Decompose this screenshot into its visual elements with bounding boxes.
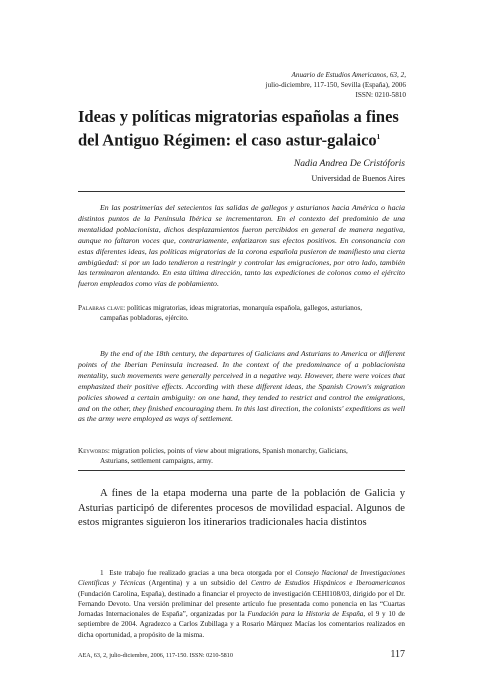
abstract-english: [78, 349, 405, 425]
abstract-english-text: By the end of the 18th century, the departures of Galicians and Asturians to America or different points of the Iberian Peninsula increased. In the context of the predominance of a poblacionista mentality, such movements were generally perceived in a negative way. However, there were voices that emphasized their positive effects. According with these different ideas, the Spanish Crown's migration policies showed a certain ambiguity: on one hand, they tended to restrict and control the emigrations, and on the other, they finished encouraging them. In this last direction, the colonists' expeditions as well as the army were employed as ways of settlement.: [78, 349, 405, 424]
journal-name-line: Anuario de Estudios Americanos, 63, 2,: [291, 71, 406, 79]
footnote: [78, 568, 405, 640]
footnote-text-4: , el 9 y 10 de septiembre de 2004. Agradezco a Carlos Zubillaga y a Rosario Márquez Macías los comentarios realizados en dicha oportunidad, a propósito de la misma.: [78, 610, 405, 639]
journal-issn-line: ISSN: 0210-5810: [355, 91, 406, 99]
footnote-text-1: Este trabajo fue realizado gracias a una beca otorgada por el: [109, 569, 296, 577]
journal-header: [146, 70, 406, 100]
footnote-institution-conicet: Consejo Nacional de Investigaciones Científicas y Técnicas: [78, 569, 406, 588]
abstract-divider: [78, 470, 405, 471]
author-affiliation: Universidad de Buenos Aires: [311, 174, 405, 183]
article-title-text: Ideas y políticas migratorias españolas a fines del Antiguo Régimen: el caso astur-galaico: [78, 107, 399, 150]
keywords-spanish-continuation: campañas pobladoras, ejército.: [100, 313, 189, 322]
abstract-spanish: [78, 203, 405, 290]
keywords-spanish-label: Palabras clave:: [78, 304, 126, 312]
page-number: 117: [390, 649, 405, 660]
keywords-spanish-text: políticas migratorias, ideas migratorias, monarquía española, gallegos, asturianos,: [126, 304, 363, 312]
keywords-english-label: Keywords:: [78, 447, 110, 455]
footnote-text-2: (Argentina) y a un subsidio del: [145, 579, 252, 588]
footnote-text-3: (Fundación Carolina, España), destinado a financiar el proyecto de investigación CEHI108/03, dirigido por el Dr. Fernando Devoto. Una versión preliminar del presente artículo fue presentada como ponencia en las “Cuartas Jornadas Internacionales de España”, organizadas por la: [78, 589, 405, 619]
footnote-number: 1: [100, 569, 104, 577]
keywords-english-continuation: Asturians, settlement campaigns, army.: [100, 456, 213, 465]
author-name: Nadia Andrea De Cristóforis: [293, 158, 405, 169]
body-paragraph: [78, 487, 405, 531]
footnote-institution-cehi: Centro de Estudios Hispánicos e Iberoamericanos: [251, 579, 405, 588]
keywords-english-text: migration policies, points of view about migrations, Spanish monarchy, Galicians,: [111, 447, 348, 455]
footnote-institution-fhe: Fundación para la Historia de España: [247, 610, 364, 619]
article-title: [78, 107, 418, 151]
keywords-spanish: [78, 304, 405, 324]
journal-issue-line: julio-diciembre, 117-150, Sevilla (España), 2006: [265, 81, 406, 89]
footer-citation: AEA, 63, 2, julio-diciembre, 2006, 117-150. ISSN: 0210-5810: [78, 652, 233, 659]
keywords-english: [78, 447, 405, 467]
page-footer: [78, 649, 405, 660]
title-footnote-marker[interactable]: 1: [376, 133, 381, 141]
top-divider: [78, 191, 405, 192]
abstract-spanish-text: En las postrimerías del setecientos las salidas de gallegos y asturianos hacia América o hacia distintos puntos de la Península Ibérica se incrementaron. En el contexto del predominio de una mentalidad poblacionista, dichos desplazamientos fueron percibidos en general de manera negativa, aunque no faltaron voces que, contrariamente, enfatizaron sus efectos positivos. En consonancia con estas diferentes ideas, las políticas migratorias de la corona española pusieron de manifiesto una cierta ambigüedad: si por un lado tendieron a restringir y controlar las emigraciones, por otro lado, también las terminaron alentando. En esta última dirección, tanto las expediciones de colonos como el ejército fueron empleados como vías de poblamiento.: [78, 203, 405, 289]
body-paragraph-text: A fines de la etapa moderna una parte de la población de Galicia y Asturias participó de diferentes procesos de movilidad espacial. Algunos de estos migrantes siguieron los itinerarios tradicionales hacia distintos: [78, 488, 405, 528]
